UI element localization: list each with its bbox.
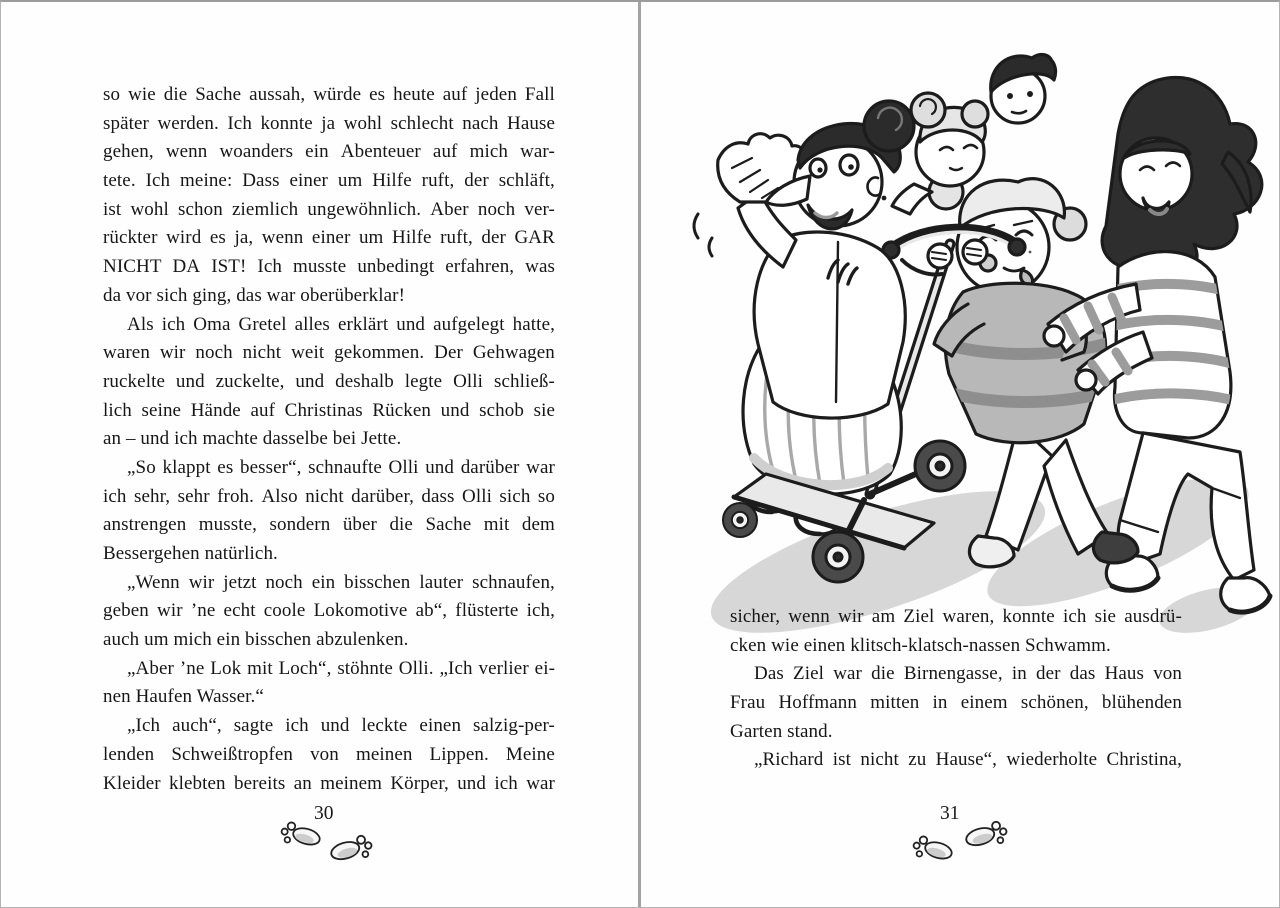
text-line: ruckelte und zuckelte, und deshalb legte Olli schließ- <box>103 370 555 392</box>
footprint-icon <box>328 831 374 863</box>
footprint-icon <box>963 817 1009 849</box>
text-line: „So klappt es besser“, schnaufte Olli und darüber war <box>127 456 555 478</box>
paragraph <box>103 655 555 712</box>
paragraph <box>103 712 555 798</box>
right-page-text <box>730 603 1182 775</box>
paragraph <box>103 81 555 311</box>
paragraph <box>730 660 1182 746</box>
text-line: Frau Hoffmann mitten in einem schönen, blühenden <box>730 692 1182 714</box>
text-line: gehen, wenn woanders ein Abenteuer auf mich war- <box>103 141 555 163</box>
text-line: „Wenn wir jetzt noch ein bisschen lauter schnaufen, <box>127 571 555 593</box>
page-number-left: 30 <box>314 803 334 824</box>
text-line: cken wie einen klitsch-klatsch-nassen Schwamm. <box>730 634 1111 656</box>
text-line: sicher, wenn wir am Ziel waren, konnte ich sie ausdrü- <box>730 606 1182 627</box>
text-line: ich sehr, sehr froh. Also nicht darüber, dass Olli sich so <box>103 485 555 507</box>
rear-wheel <box>915 441 965 491</box>
text-line: tete. Ich meine: Dass einer um Hilfe ruft, der schläft, <box>103 170 555 192</box>
text-line: an – und ich machte dasselbe bei Jette. <box>103 428 402 450</box>
text-line: „Aber ’ne Lok mit Loch“, stöhnte Olli. „Ich verlier ei- <box>127 657 555 679</box>
text-line: „Ich auch“, sagte ich und leckte einen salzig-per- <box>127 715 555 737</box>
grandma-figure <box>694 101 914 534</box>
paragraph <box>730 603 1182 660</box>
text-line: lenden Schweißtropfen von meinen Lippen. Meine <box>103 743 555 765</box>
text-line: Das Ziel war die Birnengasse, in der das Haus von <box>754 663 1182 685</box>
text-line: später werden. Ich konnte ja wohl schlecht nach Hause <box>103 112 555 134</box>
text-line: Bessergehen natürlich. <box>103 543 278 564</box>
page-gutter-divider <box>638 2 641 907</box>
paragraph <box>103 569 555 655</box>
left-page-text <box>103 81 555 798</box>
text-line: rückter wird es ja, wenn einer um Hilfe ruft, der GAR <box>103 227 555 249</box>
text-line: anstrengen musste, sondern über die Sache mit dem <box>103 514 555 536</box>
text-line: NICHT DA IST! Ich musste unbedingt erfahren, was <box>103 256 555 278</box>
text-line: Kleider klebten bereits an meinem Körper, und ich war <box>103 772 555 794</box>
peeking-boy <box>991 55 1056 123</box>
text-line: lich seine Hände auf Christinas Rücken und schob sie <box>103 399 555 421</box>
text-line: nen Haufen Wasser.“ <box>103 686 264 708</box>
front-wheel <box>723 503 757 537</box>
text-line: auch um mich ein bisschen abzulenken. <box>103 629 409 651</box>
text-line: geben wir ’ne echt coole Lokomotive ab“, flüsterte ich, <box>103 600 555 622</box>
paragraph <box>103 454 555 569</box>
page-number-right: 31 <box>940 803 960 824</box>
center-wheel <box>813 532 863 582</box>
text-line: da vor sich ging, das war oberüberklar! <box>103 284 405 306</box>
text-line: Als ich Oma Gretel alles erklärt und aufgelegt hatte, <box>127 313 555 335</box>
text-line: ist wohl schon ziemlich ungewöhnlich. Aber noch ver- <box>103 198 555 220</box>
footprint-icon <box>911 832 955 862</box>
text-line: so wie die Sache aussah, würde es heute auf jeden Fall <box>103 84 555 105</box>
text-line: waren wir noch nicht weit gekommen. Der Gehwagen <box>103 342 555 364</box>
text-line: Garten stand. <box>730 720 833 742</box>
paragraph <box>730 746 1182 775</box>
paragraph <box>103 311 555 454</box>
text-line: „Richard ist nicht zu Hause“, wiederholte Christina, <box>754 749 1182 771</box>
story-illustration <box>688 42 1258 642</box>
